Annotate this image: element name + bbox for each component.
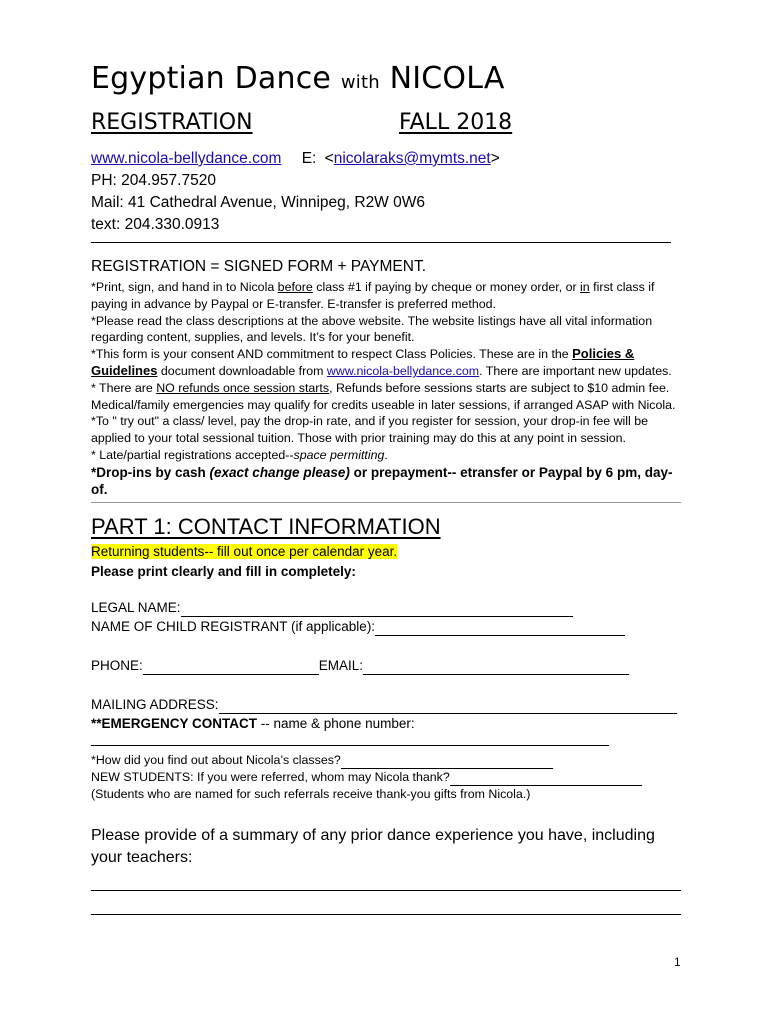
mailing-field[interactable] (219, 699, 677, 714)
title-main: Egyptian Dance (91, 61, 332, 96)
experience-line-1[interactable] (91, 889, 681, 891)
note-7: *Drop-ins by cash (exact change please) or prepayment-- etransfer or Paypal by 6 pm, day-of. (91, 464, 673, 497)
how-found-label: *How did you find out about Nicola’s classes? (91, 752, 341, 767)
referral-block (91, 752, 681, 803)
referral-note: (Students who are named for such referrals receive thank-you gifts from Nicola.) (91, 786, 531, 801)
child-name-field[interactable] (375, 621, 625, 636)
email-field-label: EMAIL: (318, 657, 364, 673)
registration-heading: REGISTRATION = SIGNED FORM + PAYMENT. (91, 258, 427, 275)
emergency-rest: -- name & phone number: (257, 715, 415, 731)
experience-prompt: Please provide of a summary of any prior dance experience you have, including your teachers: (91, 826, 655, 866)
mail-line: Mail: 41 Cathedral Avenue, Winnipeg, R2W 0W6 (91, 194, 425, 211)
registration-form (91, 60, 681, 915)
email-close: > (490, 150, 500, 167)
page-number: 1 (674, 955, 681, 969)
title-with: with (340, 72, 380, 93)
referred-label: NEW STUDENTS: If you were referred, whom may Nicola thank? (91, 769, 450, 784)
form-subtitle (91, 108, 681, 138)
policies-link: Policies & Guidelines (91, 346, 635, 378)
child-name-row (91, 617, 681, 636)
mailing-row (91, 695, 681, 714)
legal-name-row (91, 598, 681, 617)
experience-line-2[interactable] (91, 913, 681, 915)
email-label: E: (301, 150, 317, 167)
phone-field[interactable] (143, 660, 319, 675)
season-label: FALL 2018 (399, 110, 513, 135)
mailing-label: MAILING ADDRESS: (91, 696, 219, 712)
contact-fields (91, 598, 681, 746)
form-title (91, 60, 681, 102)
emergency-field[interactable] (91, 739, 609, 746)
divider (91, 242, 671, 243)
print-note: Please print clearly and fill in completely: (91, 563, 356, 579)
email-open: < (324, 150, 334, 167)
emergency-row (91, 714, 681, 733)
phone-email-row (91, 656, 681, 675)
phone-label: PHONE: (91, 657, 143, 673)
returning-note: Returning students-- fill out once per calendar year. (91, 543, 398, 559)
note-6: * Late/partial registrations accepted--space permitting. (91, 447, 388, 462)
phone-line: PH: 204.957.7520 (91, 172, 216, 189)
child-name-label: NAME OF CHILD REGISTRANT (if applicable): (91, 618, 376, 634)
policies-website-link[interactable]: www.nicola-bellydance.com (326, 363, 480, 378)
referred-field[interactable] (450, 773, 642, 786)
how-found-row (91, 752, 681, 769)
legal-name-label: LEGAL NAME: (91, 599, 181, 615)
registration-notes (91, 279, 681, 498)
website-link[interactable]: www.nicola-bellydance.com (91, 150, 282, 167)
registration-label: REGISTRATION (91, 110, 253, 135)
emergency-label: **EMERGENCY CONTACT (91, 715, 258, 731)
email-link[interactable]: nicolaraks@mymts.net (333, 150, 491, 167)
title-name: NICOLA (389, 61, 505, 96)
divider-2 (91, 502, 681, 503)
email-field[interactable] (363, 660, 629, 675)
how-found-field[interactable] (341, 756, 553, 769)
note-5: *To " try out" a class/ level, pay the drop-in rate, and if you register for session, your drop-in fee will be applied to your total sessional tuition. Those with prior training may do this at any point in session. (91, 414, 649, 446)
note-1: *Print, sign, and hand in to Nicola before class #1 if paying by cheque or money order, or in first class if paying in advance by Paypal or E-transfer. E-transfer is preferred method. (91, 280, 655, 311)
text-line: text: 204.330.0913 (91, 216, 220, 233)
note-3: *This form is your consent AND commitment to respect Class Policies. These are in the Policies & Guidelines document downloadable from www.nicola-bellydance.com. There are important new updates. (91, 346, 672, 378)
legal-name-field[interactable] (181, 602, 573, 617)
note-4: * There are NO refunds once session starts, Refunds before sessions starts are subject to $10 admin fee. Medical/family emergencies may qualify for credits useable in later sessions, if arranged ASAP with Nicola. (91, 380, 676, 412)
referred-row (91, 769, 681, 786)
note-2: *Please read the class descriptions at the above website. The website listings have all vital information regarding content, supplies, and levels. It’s for your benefit. (91, 313, 653, 345)
part1-heading: PART 1: CONTACT INFORMATION (91, 513, 441, 539)
contact-block (91, 148, 681, 236)
